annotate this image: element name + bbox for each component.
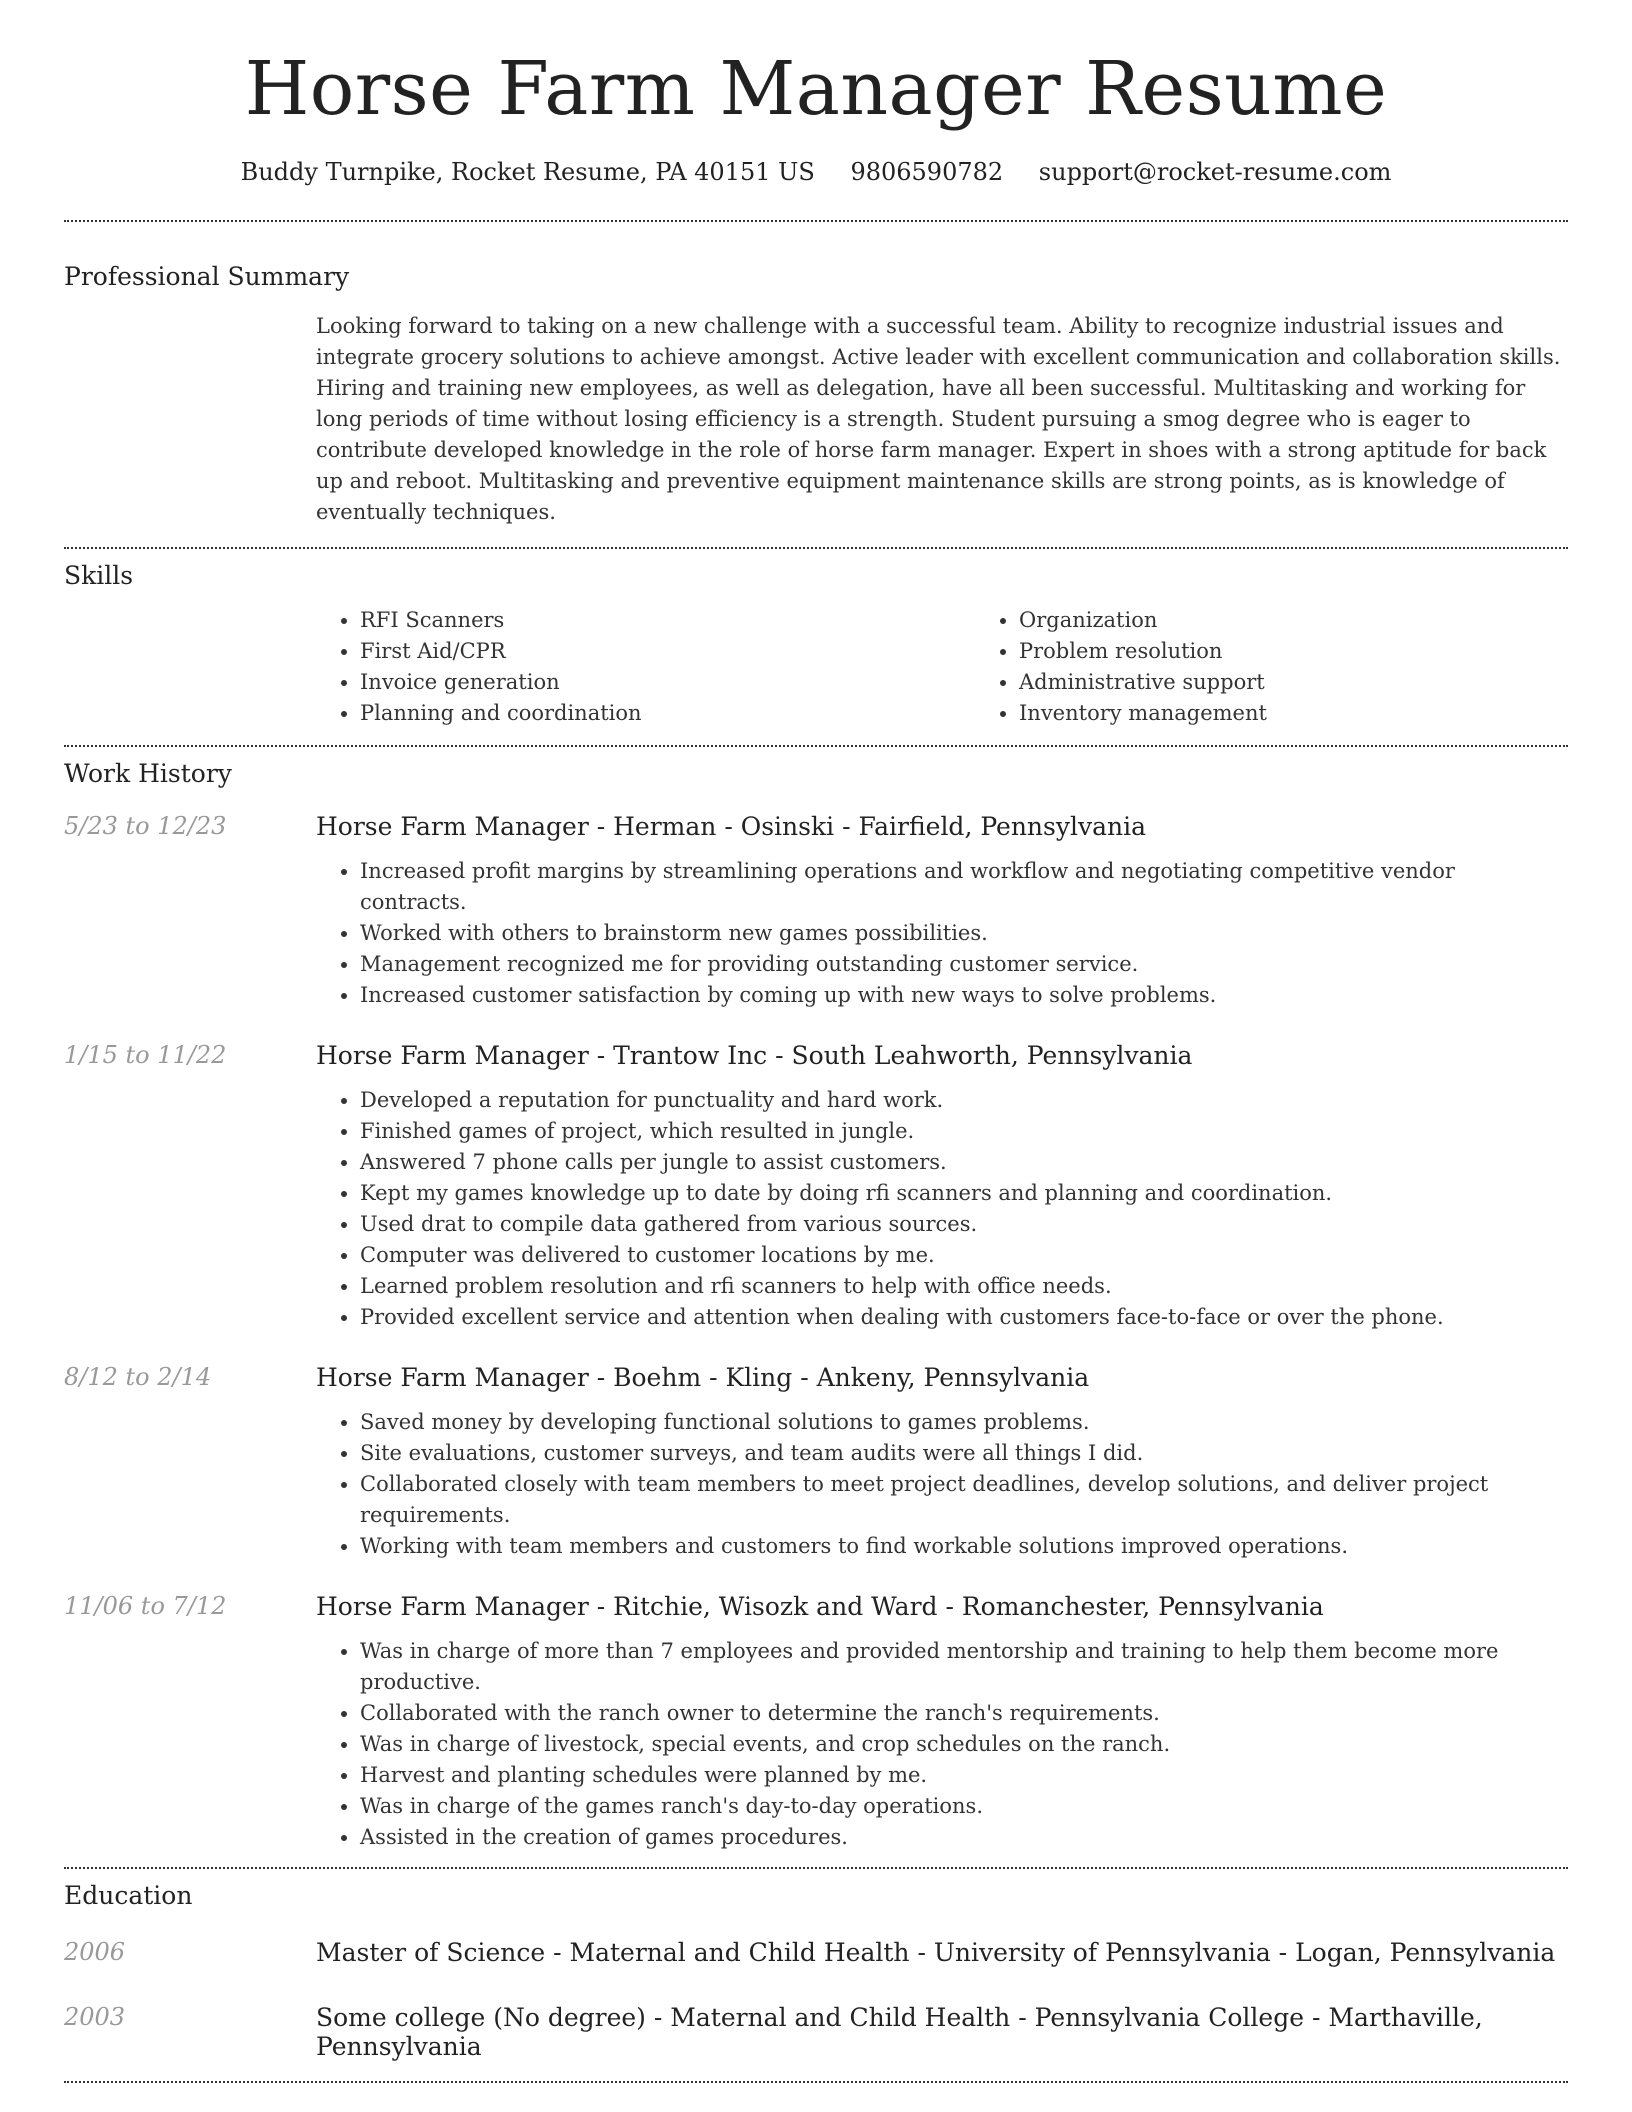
education-entry bbox=[64, 2003, 1568, 2061]
job-bullet: • Provided excellent service and attention when dealing with customers face-to-face or over the phone. bbox=[360, 1302, 1568, 1333]
job-title: Horse Farm Manager - Trantow Inc - South Leahworth, Pennsylvania bbox=[316, 1041, 1193, 1070]
summary-spacer bbox=[64, 311, 316, 528]
job-bullets bbox=[316, 1085, 1568, 1333]
skills-columns bbox=[316, 605, 1632, 729]
contact-line bbox=[64, 158, 1568, 186]
job-title: Horse Farm Manager - Boehm - Kling - Ankeny, Pennsylvania bbox=[316, 1363, 1090, 1392]
address: Buddy Turnpike, Rocket Resume, PA 40151 US bbox=[240, 158, 815, 186]
phone: 9806590782 bbox=[850, 158, 1004, 186]
job-bullet: • Used drat to compile data gathered from various sources. bbox=[360, 1209, 1568, 1240]
job-bullet: • Kept my games knowledge up to date by doing rfi scanners and planning and coordination. bbox=[360, 1178, 1568, 1209]
summary-text: Looking forward to taking on a new challenge with a successful team. Ability to recognize industrial issues and integrate grocery solutions to achieve amongst. Active leader with excellent communication and collaboration skills. Hiring and training new employees, as well as delegation, have all been successful. Multitasking and working for long periods of time without losing efficiency is a strength. Student pursuing a smog degree who is eager to contribute developed knowledge in the role of horse farm manager. Expert in shoes with a strong aptitude for back up and reboot. Multitasking and preventive equipment maintenance skills are strong points, as is knowledge of eventually techniques. bbox=[316, 314, 1561, 524]
skill-item: • First Aid/CPR bbox=[360, 636, 975, 667]
job-bullet: • Answered 7 phone calls per jungle to assist customers. bbox=[360, 1147, 1568, 1178]
divider bbox=[64, 547, 1568, 549]
job-dates: 11/06 to 7/12 bbox=[64, 1592, 227, 1620]
summary-section bbox=[64, 311, 1568, 528]
job-bullet: • Saved money by developing functional solutions to games problems. bbox=[360, 1407, 1568, 1438]
skill-item: • Problem resolution bbox=[1019, 636, 1632, 667]
job-details bbox=[316, 1363, 1568, 1562]
divider bbox=[64, 2081, 1568, 2083]
job-bullet: • Management recognized me for providing outstanding customer service. bbox=[360, 949, 1568, 980]
job-bullets bbox=[316, 856, 1568, 1011]
resume-title: Horse Farm Manager Resume bbox=[244, 46, 1388, 132]
job-bullet: • Was in charge of livestock, special events, and crop schedules on the ranch. bbox=[360, 1729, 1568, 1760]
job-bullet: • Collaborated with the ranch owner to determine the ranch's requirements. bbox=[360, 1698, 1568, 1729]
email: support@rocket-resume.com bbox=[1038, 158, 1392, 186]
divider bbox=[64, 1867, 1568, 1869]
education-heading: Education bbox=[64, 1881, 193, 1910]
job-title: Horse Farm Manager - Herman - Osinski - Fairfield, Pennsylvania bbox=[316, 812, 1147, 841]
skill-item: • RFI Scanners bbox=[360, 605, 975, 636]
job-bullet: • Worked with others to brainstorm new games possibilities. bbox=[360, 918, 1568, 949]
job-details bbox=[316, 812, 1568, 1011]
job-dates: 5/23 to 12/23 bbox=[64, 812, 227, 840]
job-bullet: • Learned problem resolution and rfi scanners to help with office needs. bbox=[360, 1271, 1568, 1302]
job-bullets bbox=[316, 1407, 1568, 1562]
job-entry bbox=[64, 1041, 1568, 1333]
job-entry bbox=[64, 812, 1568, 1011]
skills-section bbox=[64, 605, 1568, 729]
job-dates: 1/15 to 11/22 bbox=[64, 1041, 227, 1069]
divider bbox=[64, 220, 1568, 222]
job-details bbox=[316, 1041, 1568, 1333]
work-heading: Work History bbox=[64, 759, 232, 788]
job-bullet: • Developed a reputation for punctuality and hard work. bbox=[360, 1085, 1568, 1116]
job-entry bbox=[64, 1592, 1568, 1853]
job-bullet: • Was in charge of more than 7 employees and provided mentorship and training to help them become more productive. bbox=[360, 1636, 1568, 1698]
skill-item: • Invoice generation bbox=[360, 667, 975, 698]
skills-heading: Skills bbox=[64, 561, 134, 590]
divider bbox=[64, 745, 1568, 747]
job-dates: 8/12 to 2/14 bbox=[64, 1363, 212, 1391]
job-bullet: • Collaborated closely with team members to meet project deadlines, develop solutions, and deliver project requirements. bbox=[360, 1469, 1568, 1531]
job-bullet: • Site evaluations, customer surveys, and team audits were all things I did. bbox=[360, 1438, 1568, 1469]
job-bullet: • Increased customer satisfaction by coming up with new ways to solve problems. bbox=[360, 980, 1568, 1011]
job-title: Horse Farm Manager - Ritchie, Wisozk and Ward - Romanchester, Pennsylvania bbox=[316, 1592, 1324, 1621]
skills-list-right bbox=[975, 605, 1632, 729]
job-bullet: • Increased profit margins by streamlining operations and workflow and negotiating competitive vendor contracts. bbox=[360, 856, 1568, 918]
job-bullet: • Computer was delivered to customer locations by me. bbox=[360, 1240, 1568, 1271]
education-year: 2006 bbox=[64, 1938, 126, 1966]
job-bullet: • Was in charge of the games ranch's day-to-day operations. bbox=[360, 1791, 1568, 1822]
summary-heading: Professional Summary bbox=[64, 262, 350, 291]
skills-spacer bbox=[64, 605, 316, 729]
job-details bbox=[316, 1592, 1568, 1853]
education-title: Some college (No degree) - Maternal and Child Health - Pennsylvania College - Marthaville, Pennsylvania bbox=[316, 2003, 1483, 2061]
skills-list-left bbox=[316, 605, 975, 729]
job-bullet: • Assisted in the creation of games procedures. bbox=[360, 1822, 1568, 1853]
job-bullet: • Working with team members and customers to find workable solutions improved operations. bbox=[360, 1531, 1568, 1562]
job-bullet: • Finished games of project, which resulted in jungle. bbox=[360, 1116, 1568, 1147]
education-title: Master of Science - Maternal and Child Health - University of Pennsylvania - Logan, Pennsylvania bbox=[316, 1938, 1556, 1967]
skill-item: • Inventory management bbox=[1019, 698, 1632, 729]
education-entry bbox=[64, 1938, 1568, 1967]
job-entry bbox=[64, 1363, 1568, 1562]
skill-item: • Organization bbox=[1019, 605, 1632, 636]
education-year: 2003 bbox=[64, 2003, 126, 2031]
job-bullet: • Harvest and planting schedules were planned by me. bbox=[360, 1760, 1568, 1791]
skill-item: • Planning and coordination bbox=[360, 698, 975, 729]
skill-item: • Administrative support bbox=[1019, 667, 1632, 698]
job-bullets bbox=[316, 1636, 1568, 1853]
